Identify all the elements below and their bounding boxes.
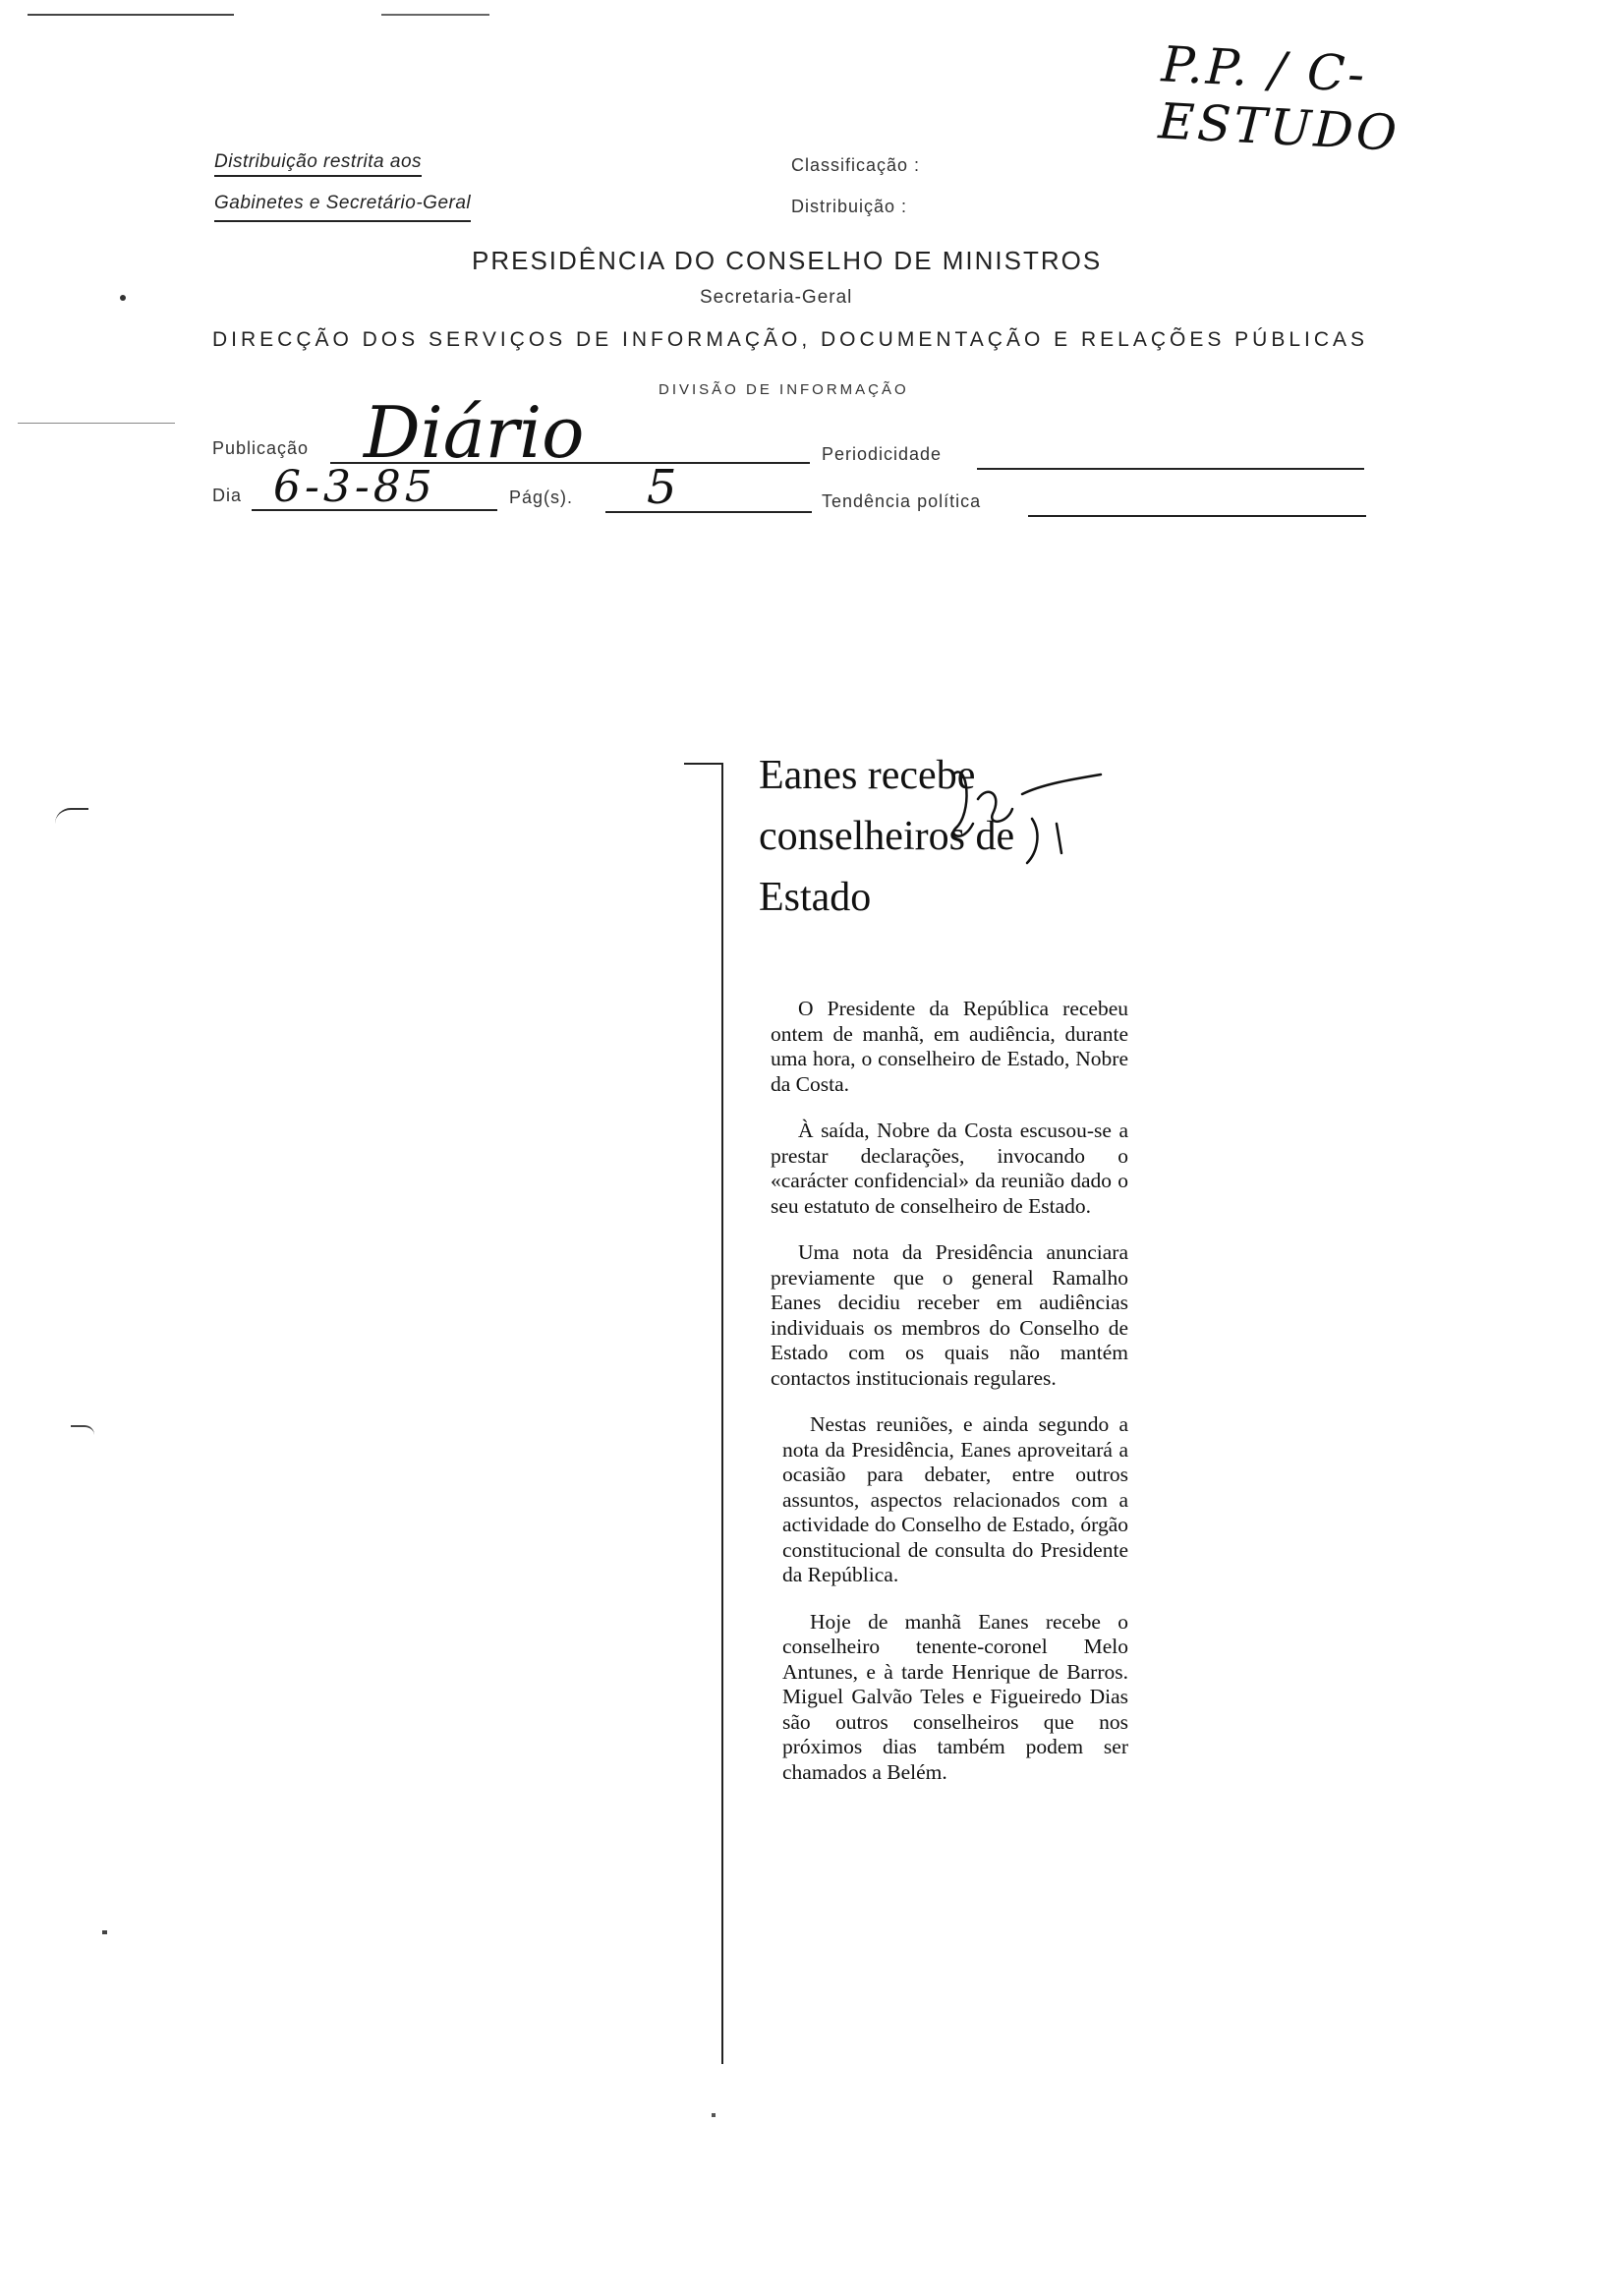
tendency-label: Tendência política bbox=[822, 491, 982, 511]
publication-label: Publicação bbox=[212, 438, 310, 458]
scan-artifact-line bbox=[381, 14, 489, 16]
scan-artifact-line bbox=[18, 423, 175, 424]
handwritten-date-scribble bbox=[934, 755, 1111, 883]
scan-speck bbox=[120, 295, 126, 301]
page-title: PRESIDÊNCIA DO CONSELHO DE MINISTROS bbox=[472, 246, 1103, 275]
distribution-label: Distribuição : bbox=[791, 197, 908, 216]
scan-artifact-line bbox=[28, 14, 234, 16]
scan-speck bbox=[712, 2113, 716, 2117]
clipping-border bbox=[684, 763, 723, 2064]
top-handwritten-annotation: P.P. / C- ESTUDO bbox=[1157, 35, 1402, 162]
clipping-headline: Eanes recebe conselheiros de Estado bbox=[759, 753, 1015, 920]
scan-speck bbox=[102, 1930, 107, 1934]
tendency-underline bbox=[1028, 515, 1366, 517]
pages-label: Pág(s). bbox=[509, 488, 574, 507]
periodicity-underline bbox=[977, 468, 1364, 470]
scan-mark-left bbox=[71, 1425, 94, 1435]
article-paragraph: Uma nota da Presidência anunciara previamente que o general Ramalho Eanes decidiu receber em audiências individuais os membros do Conselho de Estado com os quais não mantém contactos institucionais regulares. bbox=[771, 1240, 1128, 1390]
classification-label: Classificação : bbox=[791, 155, 921, 175]
article-paragraph: Hoje de manhã Eanes recebe o conselheiro tenente-coronel Melo Antunes, e à tarde Henrique de Barros. Miguel Galvão Teles e Figueiredo Dias são outros conselheiros que nos próximos dias também podem ser chamados a Belém. bbox=[782, 1609, 1128, 1784]
article-paragraph: O Presidente da República recebeu ontem de manhã, em audiência, durante uma hora, o conselheiro de Estado, Nobre da Costa. bbox=[771, 997, 1128, 1096]
division-heading: DIVISÃO DE INFORMAÇÃO bbox=[659, 381, 909, 398]
pages-value: 5 bbox=[647, 460, 677, 515]
article-paragraph: À saída, Nobre da Costa escusou-se a prestar declarações, invocando o «carácter confidencial» da reunião dado o seu estatuto de conselheiro de Estado. bbox=[771, 1119, 1128, 1218]
day-label: Dia bbox=[212, 486, 243, 505]
periodicity-label: Periodicidade bbox=[822, 444, 943, 464]
article-paragraph: Nestas reuniões, e ainda segundo a nota da Presidência, Eanes aproveitará a ocasião para debater, entre outros assuntos, aspectos relacionados com a actividade do Conselho de Estado, órgão constitucional de consulta do Presidente da República. bbox=[782, 1412, 1128, 1586]
page-subtitle: Secretaria-Geral bbox=[700, 287, 853, 308]
publication-value: Diário bbox=[364, 391, 585, 474]
clipping-article bbox=[771, 997, 1128, 1807]
directorate-heading: DIRECÇÃO DOS SERVIÇOS DE INFORMAÇÃO, DOCUMENTAÇÃO E RELAÇÕES PÚBLICAS bbox=[212, 328, 1369, 351]
scan-mark-left bbox=[55, 808, 88, 824]
distribution-line-1: Distribuição restrita aos bbox=[214, 151, 422, 177]
day-value: 6-3-85 bbox=[273, 462, 436, 512]
pages-underline bbox=[605, 511, 812, 513]
distribution-line-2: Gabinetes e Secretário-Geral bbox=[214, 193, 471, 222]
